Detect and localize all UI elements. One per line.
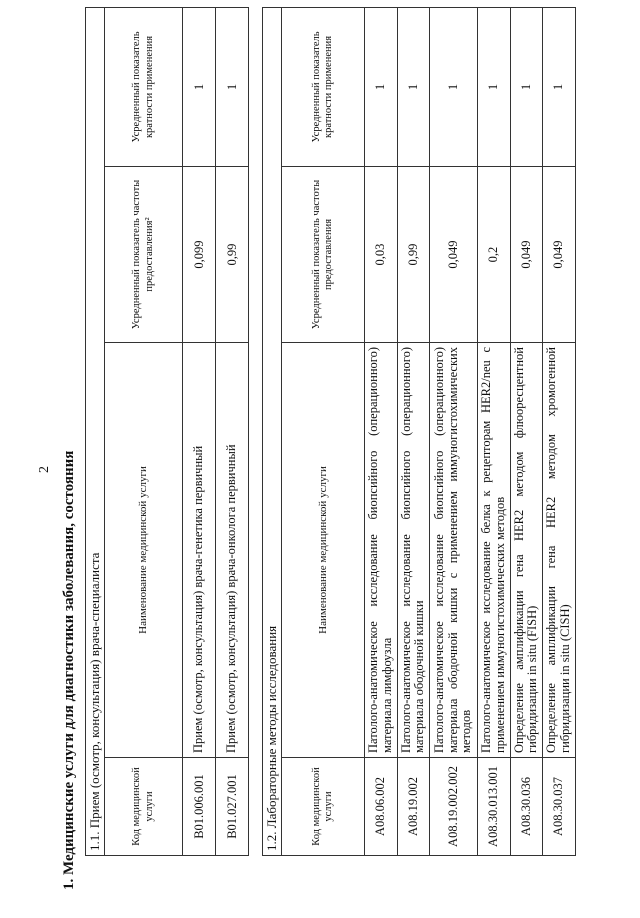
table-lab-methods	[262, 7, 576, 856]
service-code: B01.006.001	[183, 758, 216, 856]
frequency-value: 0,049	[510, 167, 543, 343]
frequency-value: 0,049	[430, 167, 478, 343]
multiplicity-value: 1	[478, 7, 511, 166]
table-row	[216, 7, 249, 855]
service-name: Патолого-анатомическое исследование биопсийного (операционного) материала ободочной кишки	[397, 343, 430, 758]
service-name: Патолого-анатомическое исследование биопсийного (операционного) материала ободочной кишки с применением иммуногистохимических методов	[430, 343, 478, 758]
frequency-value: 0,99	[397, 167, 430, 343]
table-row	[478, 7, 511, 855]
table-row	[543, 7, 576, 855]
table-row	[183, 7, 216, 855]
page-number: 2	[37, 466, 52, 473]
table-header-row	[282, 7, 365, 855]
service-name: Патолого-анатомическое исследование биопсийного (операционного) материала лимфоузла	[365, 343, 398, 758]
table-header-row	[105, 7, 183, 855]
code-header: Код медицинской услуги	[282, 758, 365, 856]
table1-title: 1.1. Прием (осмотр, консультация) врача-специалиста	[86, 7, 105, 855]
table-subtitle-row	[263, 7, 282, 855]
frequency-header: Усредненный показатель частоты предоставления²	[105, 167, 183, 343]
frequency-value: 0,049	[543, 167, 576, 343]
table-consultations	[85, 7, 249, 856]
multiplicity-value: 1	[216, 7, 249, 166]
service-code: A08.06.002	[365, 758, 398, 856]
multiplicity-value: 1	[430, 7, 478, 166]
multiplicity-header: Усредненный показатель кратности применения	[105, 7, 183, 166]
frequency-value: 0,099	[183, 167, 216, 343]
frequency-value: 0,03	[365, 167, 398, 343]
service-name: Прием (осмотр, консультация) врача-онколога первичный	[216, 343, 249, 758]
service-code: A08.19.002	[397, 758, 430, 856]
service-code: A08.30.037	[543, 758, 576, 856]
frequency-value: 0,99	[216, 167, 249, 343]
table2-title: 1.2. Лабораторные методы исследования	[263, 7, 282, 855]
table-row	[397, 7, 430, 855]
multiplicity-value: 1	[365, 7, 398, 166]
service-code: A08.30.036	[510, 758, 543, 856]
service-code: B01.027.001	[216, 758, 249, 856]
table-row	[365, 7, 398, 855]
multiplicity-value: 1	[183, 7, 216, 166]
table-row	[430, 7, 478, 855]
table-subtitle-row	[86, 7, 105, 855]
multiplicity-header: Усредненный показатель кратности применения	[282, 7, 365, 166]
multiplicity-value: 1	[543, 7, 576, 166]
multiplicity-value: 1	[397, 7, 430, 166]
code-header: Код медицинской услуги	[105, 758, 183, 856]
name-header: Наименование медицинской услуги	[282, 343, 365, 758]
service-name: Определение амплификации гена HER2 методом флюоресцентной гибридизации in situ (FISH)	[510, 343, 543, 758]
service-name: Прием (осмотр, консультация) врача-генетика первичный	[183, 343, 216, 758]
service-name: Патолого-анатомическое исследование белка к рецепторам HER2/neu с применением иммуногистохимических методов	[478, 343, 511, 758]
frequency-header: Усредненный показатель частоты предоставления	[282, 167, 365, 343]
multiplicity-value: 1	[510, 7, 543, 166]
name-header: Наименование медицинской услуги	[105, 343, 183, 758]
section-title: 1. Медицинские услуги для диагностики заболевания, состояния	[61, 450, 77, 890]
frequency-value: 0,2	[478, 167, 511, 343]
service-code: A08.19.002.002	[430, 758, 478, 856]
table-row	[510, 7, 543, 855]
service-name: Определение амплификации гена HER2 методом хромогенной гибридизации in situ (CISH)	[543, 343, 576, 758]
service-code: A08.30.013.001	[478, 758, 511, 856]
